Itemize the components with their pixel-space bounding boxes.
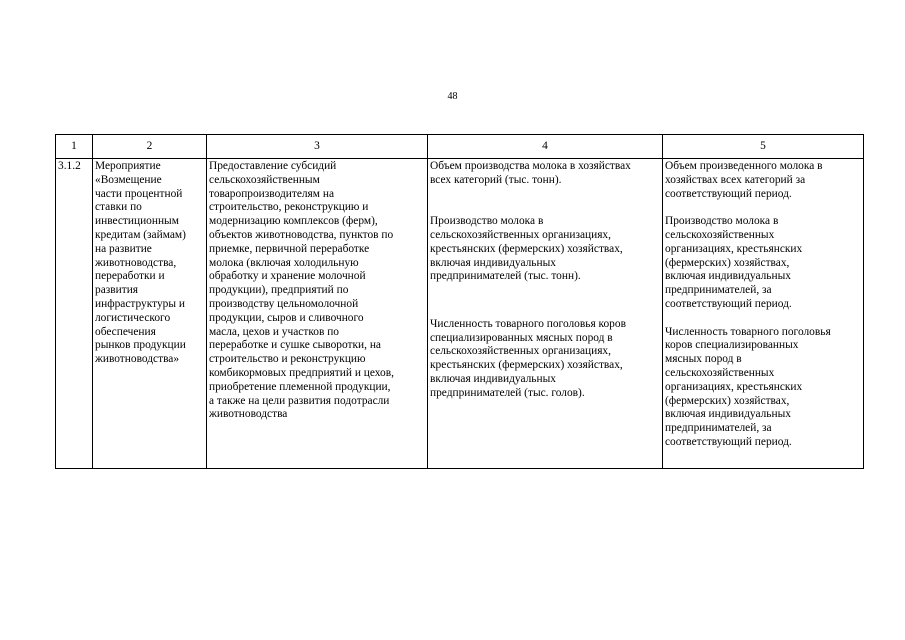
measure-description-line: товаропроизводителям на <box>209 187 335 200</box>
calc-milk-production-line: предпринимателей, за <box>665 284 772 297</box>
indicator-milk-production-line: предпринимателей (тыс. тонн). <box>430 270 581 283</box>
measure-description-line: продукции), предприятий по <box>209 284 349 297</box>
calc-volume-line: соответствующий период. <box>665 187 792 200</box>
measure-description-cell <box>207 159 428 469</box>
calc-livestock-line: организациях, крестьянских <box>665 380 803 393</box>
measure-name-line: животноводства» <box>95 353 180 366</box>
measure-description-line: а также на цели развития подотрасли <box>209 394 390 407</box>
measure-description-line: животноводства <box>209 408 288 421</box>
calc-livestock-line: (фермерских) хозяйствах, <box>665 394 790 407</box>
measure-name-line: животноводства, <box>95 256 177 269</box>
calc-milk-production-line: организациях, крестьянских <box>665 242 803 255</box>
measure-name-line: Мероприятие <box>95 160 161 172</box>
header-col-4: 4 <box>428 135 663 159</box>
measure-name-line: части процентной <box>95 187 183 200</box>
indicator-volume-line: всех категорий (тыс. тонн). <box>430 173 562 186</box>
calc-volume-line: хозяйствах всех категорий за <box>665 173 806 186</box>
indicator-milk-production-line: включая индивидуальных <box>430 256 556 269</box>
measure-name-line: переработки и <box>95 270 165 283</box>
page-number: 48 <box>447 91 458 102</box>
measure-name-line: ставки по <box>95 201 142 214</box>
header-col-3: 3 <box>207 135 428 159</box>
indicator-name-cell <box>428 159 663 469</box>
header-row <box>56 135 864 159</box>
indicator-livestock-line: крестьянских (фермерских) хозяйствах, <box>430 359 623 372</box>
indicator-livestock-line: специализированных мясных пород в <box>430 331 613 344</box>
indicators-table <box>55 134 864 469</box>
measure-description-line: Предоставление субсидий <box>209 160 337 172</box>
indicator-volume-line: Объем производства молока в хозяйствах <box>430 160 631 172</box>
calc-livestock-line: коров специализированных <box>665 339 799 352</box>
measure-name-line: инфраструктуры и <box>95 297 185 310</box>
header-col-5: 5 <box>663 135 864 159</box>
indicator-calc-cell <box>663 159 864 469</box>
header-col-1: 1 <box>56 135 93 159</box>
calc-volume-line: Объем произведенного молока в <box>665 160 823 172</box>
row-number-text: 3.1.2 <box>58 160 81 172</box>
measure-description-line: строительство, реконструкцию и <box>209 201 369 214</box>
measure-description-line: продукции, сыров и сливочного <box>209 311 364 324</box>
indicator-milk-production-line: Производство молока в <box>430 215 544 228</box>
measure-name-cell <box>93 159 207 469</box>
measure-description-line: строительство и реконструкцию <box>209 353 366 366</box>
calc-milk-production-line: Производство молока в <box>665 215 779 228</box>
measure-description-line: производству цельномолочной <box>209 297 359 310</box>
table-row <box>56 159 864 469</box>
measure-name-line: обеспечения <box>95 325 156 338</box>
calc-milk-production-line: сельскохозяйственных <box>665 228 775 241</box>
calc-livestock-line: соответствующий период. <box>665 435 792 448</box>
measure-description-line: сельскохозяйственным <box>209 173 320 186</box>
header-col-2: 2 <box>93 135 207 159</box>
calc-milk-production-line: (фермерских) хозяйствах, <box>665 256 790 269</box>
measure-name-line: на развитие <box>95 242 152 255</box>
measure-name-line: рынков продукции <box>95 339 186 352</box>
calc-milk-production-line: соответствующий период. <box>665 297 792 310</box>
calc-livestock-line: мясных пород в <box>665 353 742 366</box>
indicator-livestock-line: включая индивидуальных <box>430 372 556 385</box>
indicator-milk-production-line: крестьянских (фермерских) хозяйствах, <box>430 242 623 255</box>
calc-livestock-line: предпринимателей, за <box>665 422 772 435</box>
indicator-livestock-line: сельскохозяйственных организациях, <box>430 345 611 358</box>
measure-description-line: приемке, первичной переработке <box>209 242 370 255</box>
measure-description-line: переработке и сушке сыворотки, на <box>209 339 381 352</box>
measure-name-line: «Возмещение <box>95 173 162 186</box>
calc-livestock-line: сельскохозяйственных <box>665 366 775 379</box>
measure-name-line: кредитам (займам) <box>95 228 186 241</box>
measure-name-line: логистического <box>95 311 171 324</box>
calc-milk-production-line: включая индивидуальных <box>665 270 791 283</box>
indicator-livestock-line: предпринимателей (тыс. голов). <box>430 386 585 399</box>
measure-name-line: развития <box>95 284 139 297</box>
measure-name-line: инвестиционным <box>95 215 179 228</box>
measure-description-line: комбикормовых предприятий и цехов, <box>209 366 394 379</box>
indicator-milk-production-line: сельскохозяйственных организациях, <box>430 228 611 241</box>
measure-description-line: объектов животноводства, пунктов по <box>209 228 394 241</box>
indicator-livestock-line: Численность товарного поголовья коров <box>430 317 626 330</box>
measure-description-line: приобретение племенной продукции, <box>209 380 391 393</box>
calc-livestock-line: включая индивидуальных <box>665 408 791 421</box>
measure-description-line: модернизацию комплексов (ферм), <box>209 215 378 228</box>
measure-description-line: масла, цехов и участков по <box>209 325 339 338</box>
measure-description-line: молока (включая холодильную <box>209 256 359 269</box>
calc-livestock-line: Численность товарного поголовья <box>665 325 831 338</box>
measure-description-line: обработку и хранение молочной <box>209 270 366 283</box>
row-number <box>56 159 93 469</box>
